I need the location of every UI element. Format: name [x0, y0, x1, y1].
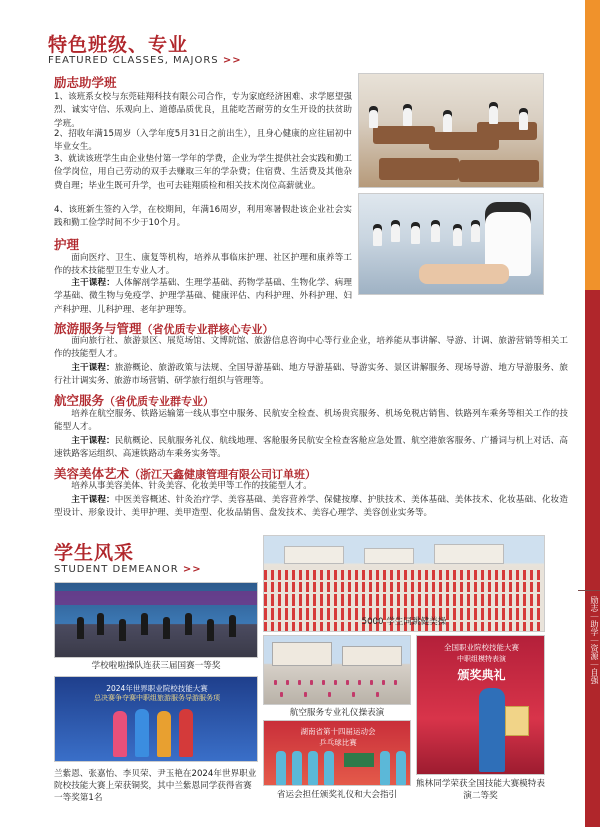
classes-subtitle-text: FEATURED CLASSES, MAJORS — [48, 55, 219, 66]
photo-skills-competition — [54, 676, 258, 762]
lizhi-heading: 励志助学班 — [54, 75, 117, 90]
beauty-intro: 培养从事美容美体、针灸美容、化妆美甲等工作的技能型人才。 — [71, 481, 312, 491]
demeanor-section-title: 学生风采 — [54, 542, 135, 564]
aviation-intro: 培养在航空服务、铁路运输第一线从事空中服务、民航安全检查、机场贵宾服务、机场免税店销售、铁路列车乘务等相关工作的技能型人才。 — [54, 409, 568, 433]
caption-provincial-games: 省运会担任颁奖礼仪和大会指引 — [276, 790, 398, 800]
arrows-icon: >> — [182, 564, 202, 575]
tourism-intro: 面向旅行社、旅游景区、展览场馆、文博院馆、旅游信息咨询中心等行业企业，培养能从事讲解、导游、计调、旅游营销等相关工作的技能型人才。 — [54, 336, 568, 360]
lizhi-paragraph-4: 4、该班新生签约入学，在校期间，年满16周岁，利用寒暑假赴该企业社会实践和勤工俭学时间不少于10个月。 — [54, 205, 352, 229]
aviation-title: 航空服务 — [54, 393, 105, 408]
tourism-courses — [54, 362, 568, 389]
beauty-course-label: 主干课程： — [71, 495, 115, 505]
tourism-tag: （省优质专业群核心专业） — [141, 323, 274, 336]
nursing-heading: 护理 — [54, 237, 80, 252]
demeanor-section-subtitle — [54, 564, 202, 575]
banner-sports-line1: 湖南省第十四届运动会 — [300, 727, 376, 736]
photo-provincial-games — [263, 720, 411, 786]
photo-nursing-practice — [358, 193, 544, 295]
nursing-course-list: 人体解剖学基础、生理学基础、药物学基础、生物化学、病理学基础、微生物与免疫学、护理学基础、健康评估、内科护理、外科护理、妇产科护理、儿科护理、老年护理等。 — [54, 278, 352, 315]
aviation-courses — [54, 435, 568, 462]
lizhi-paragraph-3: 3、就读该班学生由企业垫付第一学年的学费，企业为学生提供社会实践和勤工俭学岗位，用自己劳动的双手去赚取三年的学杂费；住宿费、生活费及其他杂费自理；毕业生既可升学，也可去硅翔质检和相关技术岗位高薪就业。 — [54, 154, 352, 191]
banner-skills-line1: 2024年世界职业院校技能大赛 — [106, 684, 208, 693]
caption-aviation-etiquette: 航空服务专业礼仪操表演 — [289, 708, 385, 718]
caption-skills-competition: 兰紫恩、张嘉怡、李贝荣、尹玉艳在2024年世界职业院校技能大赛上荣获铜奖，其中兰紫恩同学获得省赛一等奖第1名 — [54, 769, 257, 803]
nursing-courses — [54, 277, 352, 317]
tourism-title: 旅游服务与管理 — [54, 321, 142, 336]
aviation-course-label: 主干课程： — [71, 436, 115, 446]
side-caption: 励志｜助学｜资源｜自强 — [590, 596, 599, 684]
aviation-heading — [54, 391, 214, 409]
side-divider — [578, 590, 600, 591]
photo-massage-class — [358, 73, 544, 188]
arrows-icon: >> — [222, 55, 242, 66]
nursing-intro: 面向医疗、卫生、康复等机构，培养从事临床护理、社区护理和康养等工作的技术技能型卫生专业人才。 — [54, 253, 352, 277]
nursing-course-label: 主干课程： — [71, 278, 116, 288]
banner-skills-line2: 总决赛争夺赛中职组旅游服务导游服务项 — [94, 694, 220, 702]
classes-section-title: 特色班级、专业 — [48, 34, 189, 56]
aviation-tag: （省优质专业群专业） — [104, 395, 215, 408]
aviation-course-list: 民航概论、民航服务礼仪、航线地理、客舱服务民航安全检查客舱应急处置、航空港旅客服务、广播词与机上对话、高速铁路客运组织、高速铁路动车乘务实务等。 — [54, 436, 568, 460]
beauty-courses — [54, 494, 568, 521]
photo-aviation-etiquette — [263, 635, 411, 705]
side-bar-red — [585, 290, 600, 827]
beauty-title: 美容美体艺术 — [54, 466, 130, 481]
demeanor-subtitle-text: STUDENT DEMEANOR — [54, 564, 179, 575]
tourism-course-list: 旅游概论、旅游政策与法规、全国导游基础、地方导游基础、导游实务、景区讲解服务、现场导游、地方导游服务、旅行社计调实务、旅游市场营销、研学旅行组织与管理等。 — [54, 363, 568, 387]
caption-model-award: 熊林同学荣获全国技能大赛模特表演二等奖 — [416, 779, 545, 801]
banner-award-line2: 中职组模特表演 — [457, 655, 506, 663]
side-bar-orange — [585, 0, 600, 290]
banner-sports-line2: 乒乓球比赛 — [319, 738, 357, 747]
banner-award-line1: 全国职业院校技能大赛 — [444, 643, 519, 652]
lizhi-paragraph-1: 1、该班系女校与东莞硅翔科技有限公司合作，专为家庭经济困难、求学愿望强烈、诚实守信、乐观向上、道德品质优良，且能吃苦耐劳的女生开设的扶贫助学班。 — [54, 92, 352, 129]
beauty-tag: （浙江天鑫健康管理有限公司订单班） — [129, 468, 317, 481]
lizhi-paragraph-2: 2、招收年满15周岁（入学年度5月31日之前出生），且身心健康的应往届初中毕业女生。 — [54, 129, 352, 153]
caption-cheer-team: 学校啦啦操队连获三届国赛一等奖 — [91, 661, 221, 671]
photo-model-award — [416, 635, 545, 775]
banner-award-line3: 颁奖典礼 — [457, 668, 506, 682]
tourism-course-label: 主干课程： — [71, 363, 115, 373]
beauty-course-list: 中医美容概述、针灸治疗学、美容基础、美容营养学、保健按摩、护肤技术、美体基础、美体技术、化妆基础、化妆造型设计、形象设计、美甲护理、美甲造型、化妆品销售、盘发技术、美容心理学、美容创业实务等。 — [54, 495, 568, 519]
classes-section-subtitle — [48, 55, 242, 66]
photo-cheer-team — [54, 582, 258, 658]
caption-mass-gymnastics: 5000 学生同跳健美操 — [361, 617, 447, 627]
